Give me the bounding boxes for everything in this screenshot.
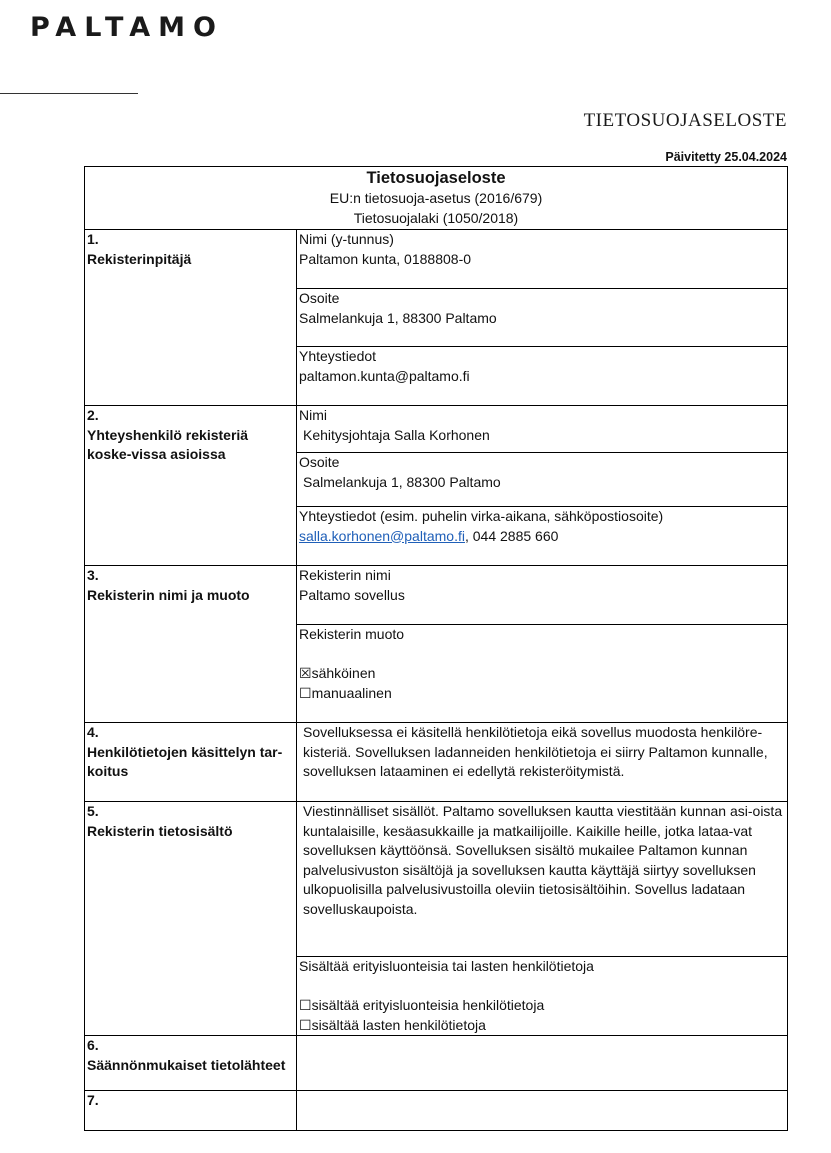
section-number: 4.	[87, 724, 99, 740]
document-title: TIETOSUOJASELOSTE	[583, 110, 787, 131]
section-label: Rekisterin tietosisältö	[87, 822, 233, 839]
option-electronic	[299, 664, 785, 684]
field-label: Yhteystiedot	[299, 348, 377, 364]
section-5-header	[85, 802, 297, 1036]
section-number: 1.	[87, 231, 99, 247]
form-subtitle-gdpr: EU:n tietosuoja-asetus (2016/679)	[329, 190, 543, 206]
s2-address-cell	[297, 453, 788, 507]
section-number: 2.	[87, 407, 99, 423]
content-text: Viestinnälliset sisällöt. Paltamo sovelluksen kautta viestitään kunnan asi-oista kuntalaisille, kesäasukkaille ja matkailijoille. Kaikille heille, jotka lataa-vat sovelluksen käyttöönsä. Sovelluksen sisältö mukailee Paltamon kunnan palvelusivuston sisältöjä ja sovelluksen kautta käyttäjä siirtyy sovelluksen ulkopuolisilla palvelusivustoilla oleviin tietosisältöihin. Sovellus ladataan sovelluskaupoista.	[303, 803, 783, 917]
s2-name-cell	[297, 406, 788, 453]
section-number: 6.	[87, 1037, 99, 1053]
field-label: Nimi	[299, 407, 327, 423]
field-value: Kehitysjohtaja Salla Korhonen	[303, 426, 490, 443]
option-label: sisältää lasten henkilötietoja	[311, 1016, 486, 1033]
s3-name-cell	[297, 566, 788, 625]
section-2-header	[85, 406, 297, 566]
section-4-header	[85, 723, 297, 802]
section-label: Yhteyshenkilö rekisteriä koske-vissa asioissa	[87, 426, 249, 462]
section-number: 5.	[87, 803, 99, 819]
form-subtitle-law: Tietosuojalaki (1050/2018)	[353, 209, 519, 226]
s1-name-cell	[297, 230, 788, 289]
empty-checkbox-icon: ☐	[299, 684, 312, 701]
section-label: Säännönmukaiset tietolähteet	[87, 1056, 286, 1073]
s3-form-cell	[297, 625, 788, 723]
form-title: Tietosuojaseloste	[366, 169, 506, 187]
privacy-statement-table	[84, 166, 788, 1131]
section-1-header	[85, 230, 297, 406]
section-label: Henkilötietojen käsittelyn tar-koitus	[87, 743, 283, 779]
email-link[interactable]: salla.korhonen@paltamo.fi	[299, 527, 465, 544]
field-label: Rekisterin nimi	[299, 567, 391, 583]
empty-checkbox-icon: ☐	[299, 1016, 312, 1033]
option-children	[299, 1016, 785, 1036]
field-label: Rekisterin muoto	[299, 626, 405, 642]
s2-contact-cell	[297, 507, 788, 566]
field-value: Paltamo sovellus	[299, 586, 405, 603]
empty-checkbox-icon: ☐	[299, 997, 312, 1013]
field-value	[299, 527, 785, 547]
option-label: sähköinen	[311, 665, 376, 681]
option-special	[299, 996, 785, 1016]
section-label: Rekisterinpitäjä	[87, 250, 192, 267]
field-value: Paltamon kunta, 0188808-0	[299, 250, 472, 267]
option-label: manuaalinen	[311, 684, 392, 701]
section-number: 7.	[87, 1092, 99, 1108]
section-3-header	[85, 566, 297, 723]
s7-value-cell	[297, 1091, 788, 1131]
section-6-header	[85, 1036, 297, 1091]
field-value: Salmelankuja 1, 88300 Paltamo	[303, 473, 501, 490]
s6-value-cell	[297, 1036, 788, 1091]
option-label: sisältää erityisluonteisia henkilötietoja	[311, 997, 545, 1013]
s5-text-cell	[297, 802, 788, 957]
field-label: Nimi (y-tunnus)	[299, 231, 394, 247]
purpose-text: Sovelluksessa ei käsitellä henkilötietoja eikä sovellus muodosta henkilöre-kisteriä. Sovelluksen ladanneiden henkilötietoja ei siirry Paltamon kunnalle, sovelluksen lataaminen ei edellytä rekisteröitymistä.	[303, 724, 768, 779]
field-label: Osoite	[299, 454, 340, 470]
phone-number: , 044 2885 660	[464, 527, 559, 544]
s1-contact-cell	[297, 347, 788, 406]
field-value: paltamon.kunta@paltamo.fi	[299, 367, 470, 384]
field-label: Sisältää erityisluonteisia tai lasten henkilötietoja	[299, 958, 594, 974]
field-label: Osoite	[299, 290, 340, 306]
paltamo-logo: PALTAMO	[30, 12, 224, 43]
updated-date: Päivitetty 25.04.2024	[665, 150, 787, 164]
header-divider	[0, 93, 138, 94]
field-label: Yhteystiedot (esim. puhelin virka-aikana, sähköpostiosoite)	[299, 508, 664, 524]
field-value: Salmelankuja 1, 88300 Paltamo	[299, 309, 497, 326]
form-heading-cell	[85, 167, 788, 230]
option-manual	[299, 684, 785, 704]
s5-special-cell	[297, 957, 788, 1036]
section-number: 3.	[87, 567, 99, 583]
s1-address-cell	[297, 289, 788, 347]
section-label: Rekisterin nimi ja muoto	[87, 586, 250, 603]
checked-checkbox-icon: ☒	[299, 665, 312, 681]
s4-text-cell	[297, 723, 788, 802]
section-7-header	[85, 1091, 297, 1131]
